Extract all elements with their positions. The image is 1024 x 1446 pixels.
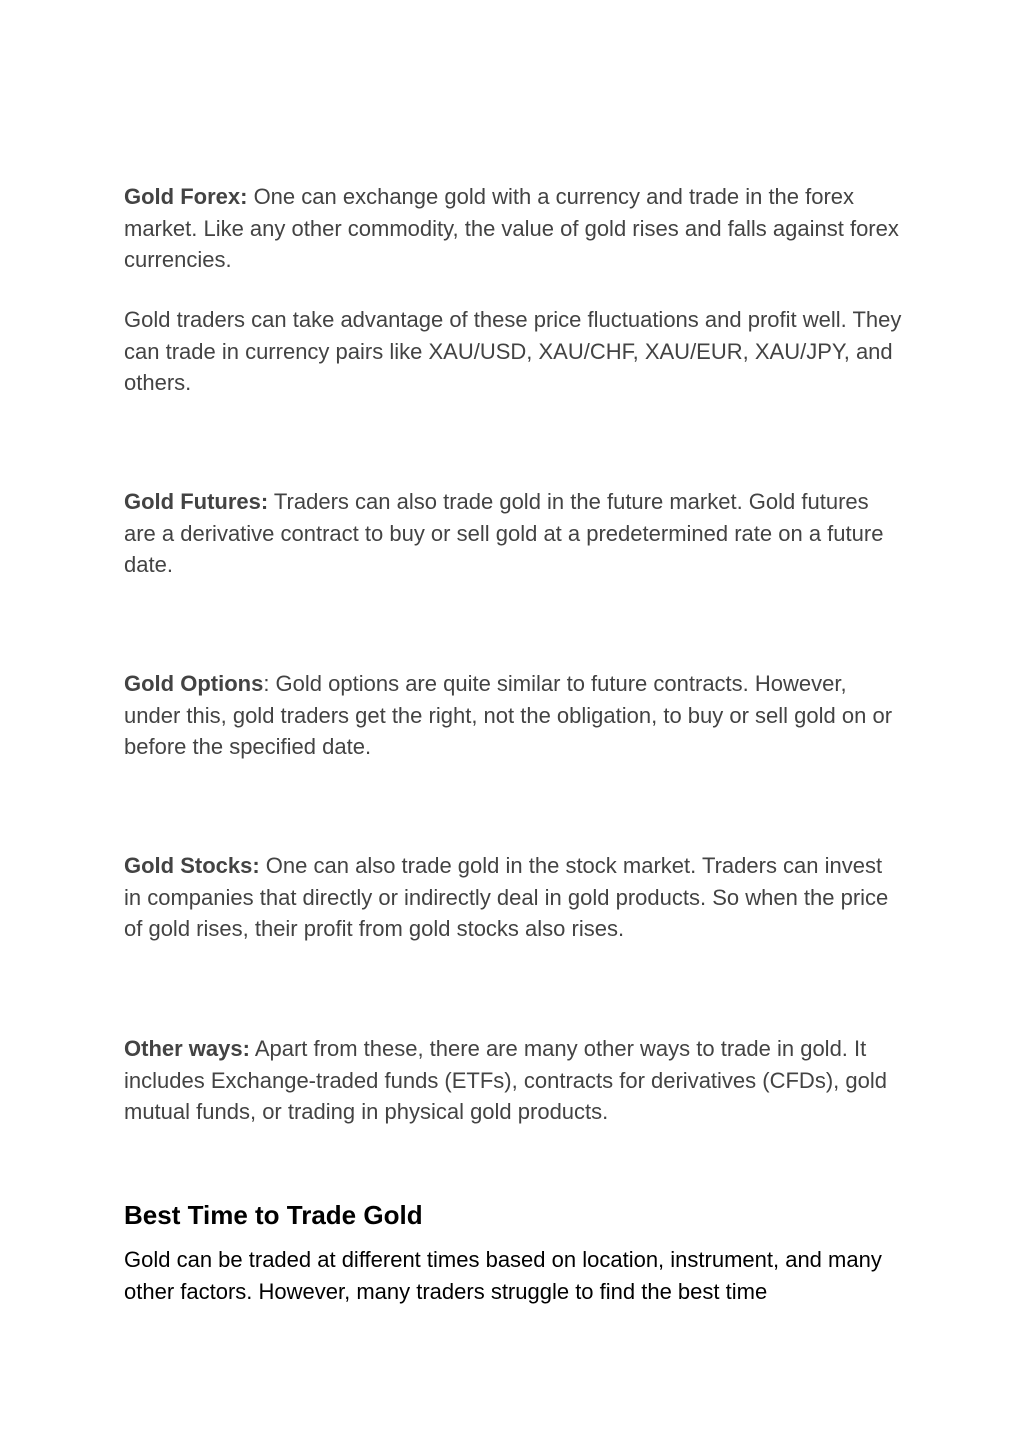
section-heading: Best Time to Trade Gold (124, 1200, 423, 1230)
paragraph-text: One can exchange gold with a currency and trade in the forex market. Like any other commodity, the value of gold rises and falls against forex currencies. (124, 184, 899, 272)
paragraph-lead: Gold Forex: (124, 184, 248, 209)
paragraph-gold-traders (124, 304, 904, 399)
paragraph-text: Gold traders can take advantage of these price fluctuations and profit well. They can trade in currency pairs like XAU/USD, XAU/CHF, XAU/EUR, XAU/JPY, and others. (124, 307, 902, 395)
paragraph-best-time: Gold can be traded at different times based on location, instrument, and many other factors. However, many traders struggle to find the best time (124, 1247, 882, 1304)
paragraph-text: One can also trade gold in the stock market. Traders can invest in companies that directly or indirectly deal in gold products. So when the price of gold rises, their profit from gold stocks also rises. (124, 853, 889, 941)
paragraph-text: Apart from these, there are many other ways to trade in gold. It includes Exchange-traded funds (ETFs), contracts for derivatives (CFDs), gold mutual funds, or trading in physical gold products. (124, 1036, 887, 1124)
paragraph-text: : Gold options are quite similar to future contracts. However, under this, gold traders get the right, not the obligation, to buy or sell gold on or before the specified date. (124, 671, 893, 759)
paragraph-lead: Other ways: (124, 1036, 250, 1061)
paragraph-gold-futures (124, 486, 904, 581)
paragraph-gold-forex (124, 181, 904, 276)
paragraph-gold-options (124, 668, 904, 763)
paragraph-text: Traders can also trade gold in the future market. Gold futures are a derivative contract to buy or sell gold at a predetermined rate on a future date. (124, 489, 884, 577)
paragraph-lead: Gold Options (124, 671, 264, 696)
paragraph-lead: Gold Stocks: (124, 853, 260, 878)
paragraph-gold-stocks (124, 850, 904, 945)
paragraph-lead: Gold Futures: (124, 489, 269, 514)
paragraph-other-ways (124, 1033, 904, 1128)
